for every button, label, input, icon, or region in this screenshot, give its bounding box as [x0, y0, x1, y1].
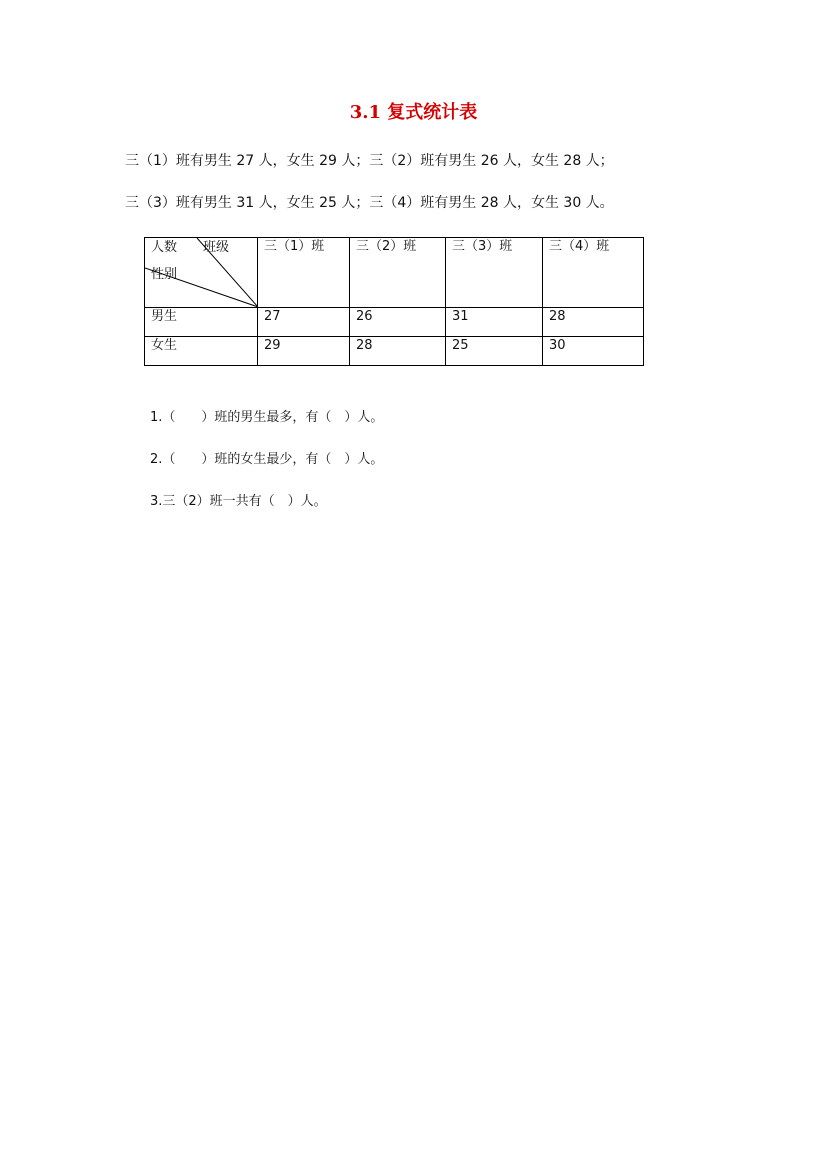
- statistics-table: [144, 237, 644, 366]
- column-header: 三（3）班: [446, 238, 543, 308]
- page-title: 3.1 复式统计表: [349, 102, 478, 123]
- question-3: 3.三（2）班一共有（ ）人。: [150, 494, 327, 509]
- column-header: 三（4）班: [543, 238, 644, 308]
- table-row: [145, 308, 644, 337]
- table-cell: 25: [446, 337, 543, 366]
- table-header-row: [145, 238, 644, 308]
- table-cell: 26: [350, 308, 446, 337]
- question-1: 1.（ ）班的男生最多，有（ ）人。: [150, 410, 384, 425]
- table-cell: 28: [543, 308, 644, 337]
- intro-line-2: 三（3）班有男生 31 人，女生 25 人；三（4）班有男生 28 人，女生 30 人。: [125, 195, 614, 211]
- row-label: 女生: [145, 337, 258, 366]
- table-cell: 27: [258, 308, 350, 337]
- corner-label-count: 人数: [151, 240, 178, 255]
- table-cell: 28: [350, 337, 446, 366]
- table-cell: 30: [543, 337, 644, 366]
- diagonal-header-cell: [145, 238, 258, 308]
- corner-label-gender: 性别: [151, 267, 178, 282]
- table-cell: 29: [258, 337, 350, 366]
- column-header: 三（2）班: [350, 238, 446, 308]
- question-2: 2.（ ）班的女生最少，有（ ）人。: [150, 452, 384, 467]
- column-header: 三（1）班: [258, 238, 350, 308]
- row-label: 男生: [145, 308, 258, 337]
- intro-line-1: 三（1）班有男生 27 人，女生 29 人；三（2）班有男生 26 人，女生 28 人；: [125, 153, 614, 169]
- corner-label-class: 班级: [203, 240, 230, 255]
- table-row: [145, 337, 644, 366]
- table-cell: 31: [446, 308, 543, 337]
